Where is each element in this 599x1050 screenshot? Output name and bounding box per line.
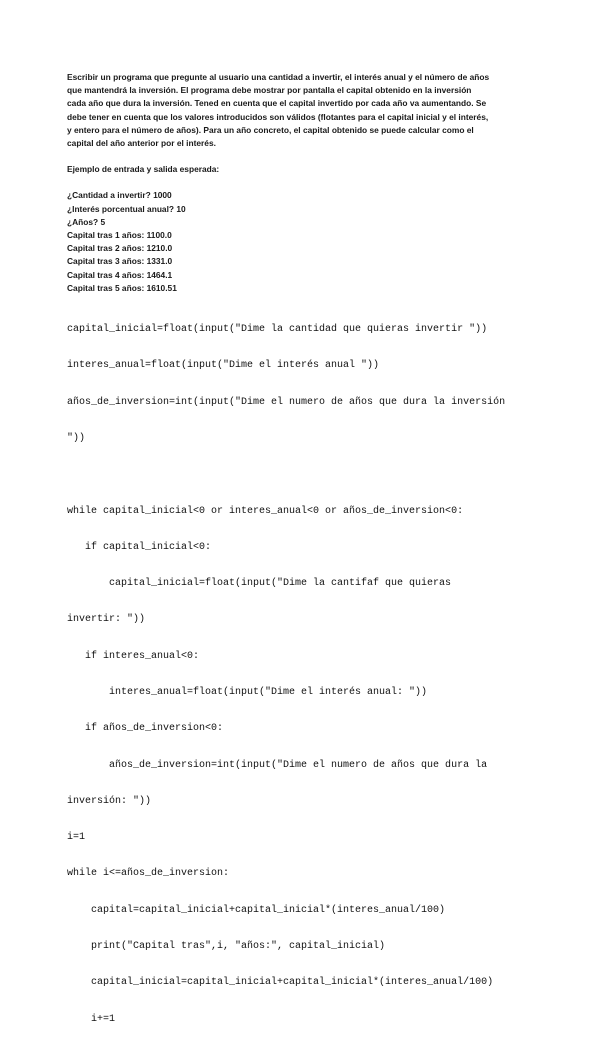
statement-line: debe tener en cuenta que los valores introducidos son válidos (flotantes para el capital inicial y el interés,	[67, 111, 489, 122]
code-line: i=1	[67, 832, 86, 844]
code-line: invertir: "))	[67, 614, 146, 626]
example-heading: Ejemplo de entrada y salida esperada:	[67, 164, 220, 175]
spacer	[67, 150, 537, 163]
code-line: interes_anual=float(input("Dime el interés anual: "))	[67, 687, 428, 698]
code-block	[67, 300, 547, 1050]
code-line: capital_inicial=float(input("Dime la cantifaf que quieras	[67, 578, 452, 590]
statement-line: cada año que dura la inversión. Tened en cuenta que el capital invertido por cada año va aumentando. Se	[67, 98, 487, 109]
exercise-text	[67, 71, 537, 295]
example-line: Capital tras 4 años: 1464.1	[67, 269, 173, 280]
example-line: ¿Interés porcentual anual? 10	[67, 203, 186, 214]
statement-line: que mantendrá la inversión. El programa debe mostrar por pantalla el capital obtenido en la inversión	[67, 85, 472, 96]
example-line: Capital tras 3 años: 1331.0	[67, 256, 173, 267]
code-line: años_de_inversion=int(input("Dime el numero de años que dura la	[67, 759, 488, 771]
code-line: if años_de_inversion<0:	[67, 723, 224, 735]
code-line: inversión: "))	[67, 795, 152, 807]
code-line: capital_inicial=float(input("Dime la cantidad que quieras invertir "))	[67, 324, 488, 336]
example-line: Capital tras 2 años: 1210.0	[67, 243, 173, 254]
code-line: if capital_inicial<0:	[67, 541, 212, 553]
example-line: Capital tras 1 años: 1100.0	[67, 230, 172, 241]
code-line: capital=capital_inicial+capital_inicial*(interes_anual/100)	[67, 904, 446, 916]
statement-line: y entero para el número de años). Para un año concreto, el capital obtenido se puede calcular como el	[67, 124, 474, 135]
code-line: while capital_inicial<0 or interes_anual<0 or años_de_inversion<0:	[67, 505, 464, 517]
example-line: ¿Cantidad a invertir? 1000	[67, 190, 172, 201]
code-line: while i<=años_de_inversion:	[67, 868, 230, 880]
statement-line: capital del año anterior por el interés.	[67, 138, 216, 149]
code-line: print("Capital tras",i, "años:", capital_inicial)	[67, 940, 386, 952]
example-line: ¿Años? 5	[67, 216, 106, 227]
code-line: capital_inicial=capital_inicial+capital_inicial*(interes_anual/100)	[67, 977, 494, 989]
code-line: "))	[67, 433, 86, 445]
spacer	[67, 176, 537, 189]
code-line: interes_anual=float(input("Dime el interés anual "))	[67, 360, 380, 372]
code-line: i+=1	[67, 1013, 116, 1025]
code-blank-line	[67, 469, 547, 481]
code-line: if interes_anual<0:	[67, 650, 200, 662]
statement-line: Escribir un programa que pregunte al usuario una cantidad a invertir, el interés anual y el número de años	[67, 72, 490, 82]
example-line: Capital tras 5 años: 1610.51	[67, 282, 177, 293]
code-line: años_de_inversion=int(input("Dime el numero de años que dura la inversión	[67, 396, 506, 408]
